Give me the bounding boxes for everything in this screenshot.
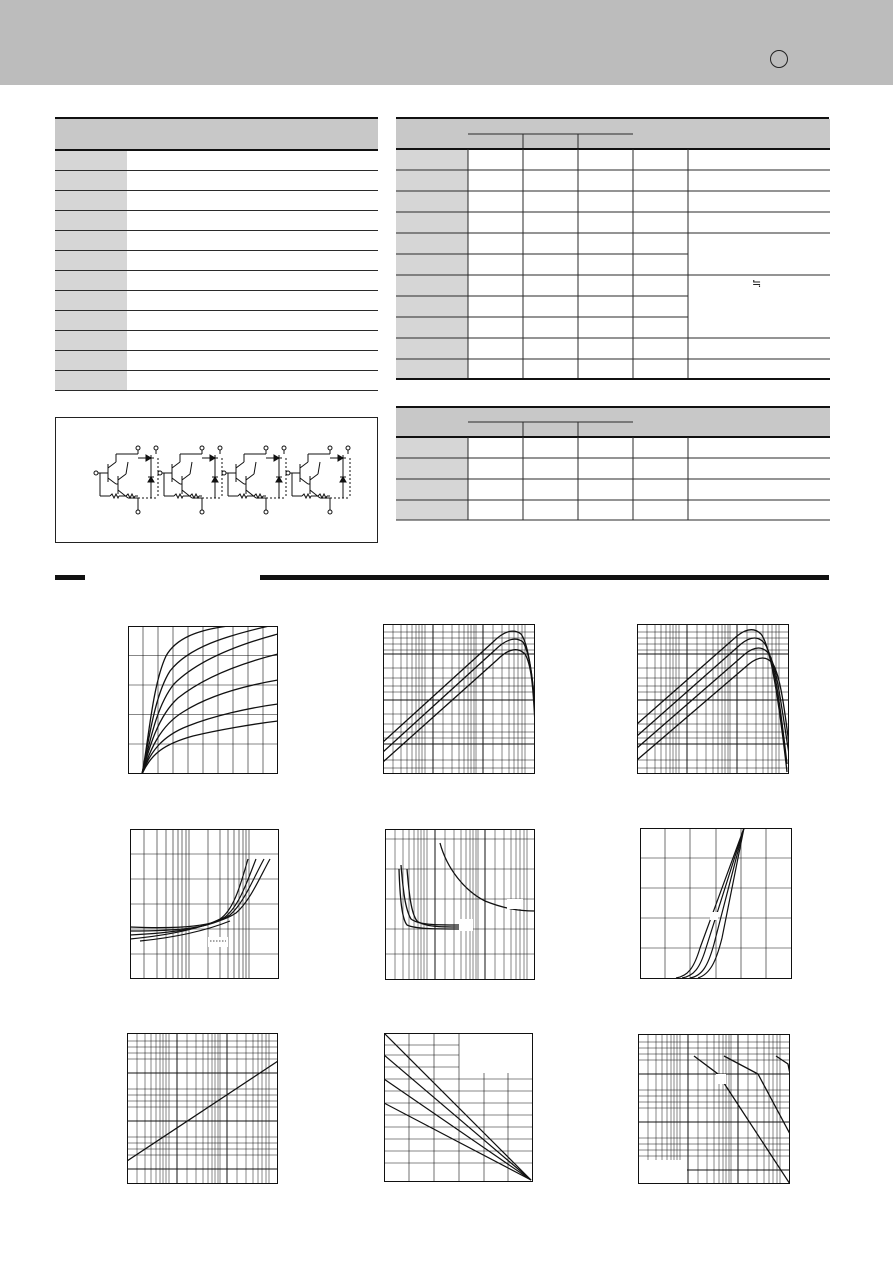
circuit-diagram-box bbox=[55, 417, 378, 543]
ratings-table bbox=[55, 119, 378, 391]
characteristic-graph-9 bbox=[638, 1034, 790, 1184]
section-bar-right bbox=[260, 575, 829, 580]
section-bar-left bbox=[55, 575, 85, 580]
characteristic-graph-8 bbox=[384, 1033, 533, 1182]
electrical-table bbox=[396, 119, 830, 381]
circle-badge-icon bbox=[770, 50, 788, 68]
characteristic-graph-1 bbox=[128, 626, 278, 774]
four-darlington-transistor-circuit-icon bbox=[56, 418, 377, 542]
characteristic-graph-5 bbox=[385, 829, 535, 980]
thermal-table bbox=[396, 406, 830, 522]
characteristic-graph-2 bbox=[383, 624, 535, 774]
characteristic-graph-6 bbox=[640, 828, 792, 979]
page-header bbox=[0, 0, 893, 85]
characteristic-graph-7 bbox=[127, 1033, 278, 1184]
characteristic-graph-3 bbox=[637, 624, 789, 774]
characteristic-graph-4 bbox=[130, 829, 279, 979]
approx-equal-symbol: ≒ bbox=[752, 278, 762, 290]
